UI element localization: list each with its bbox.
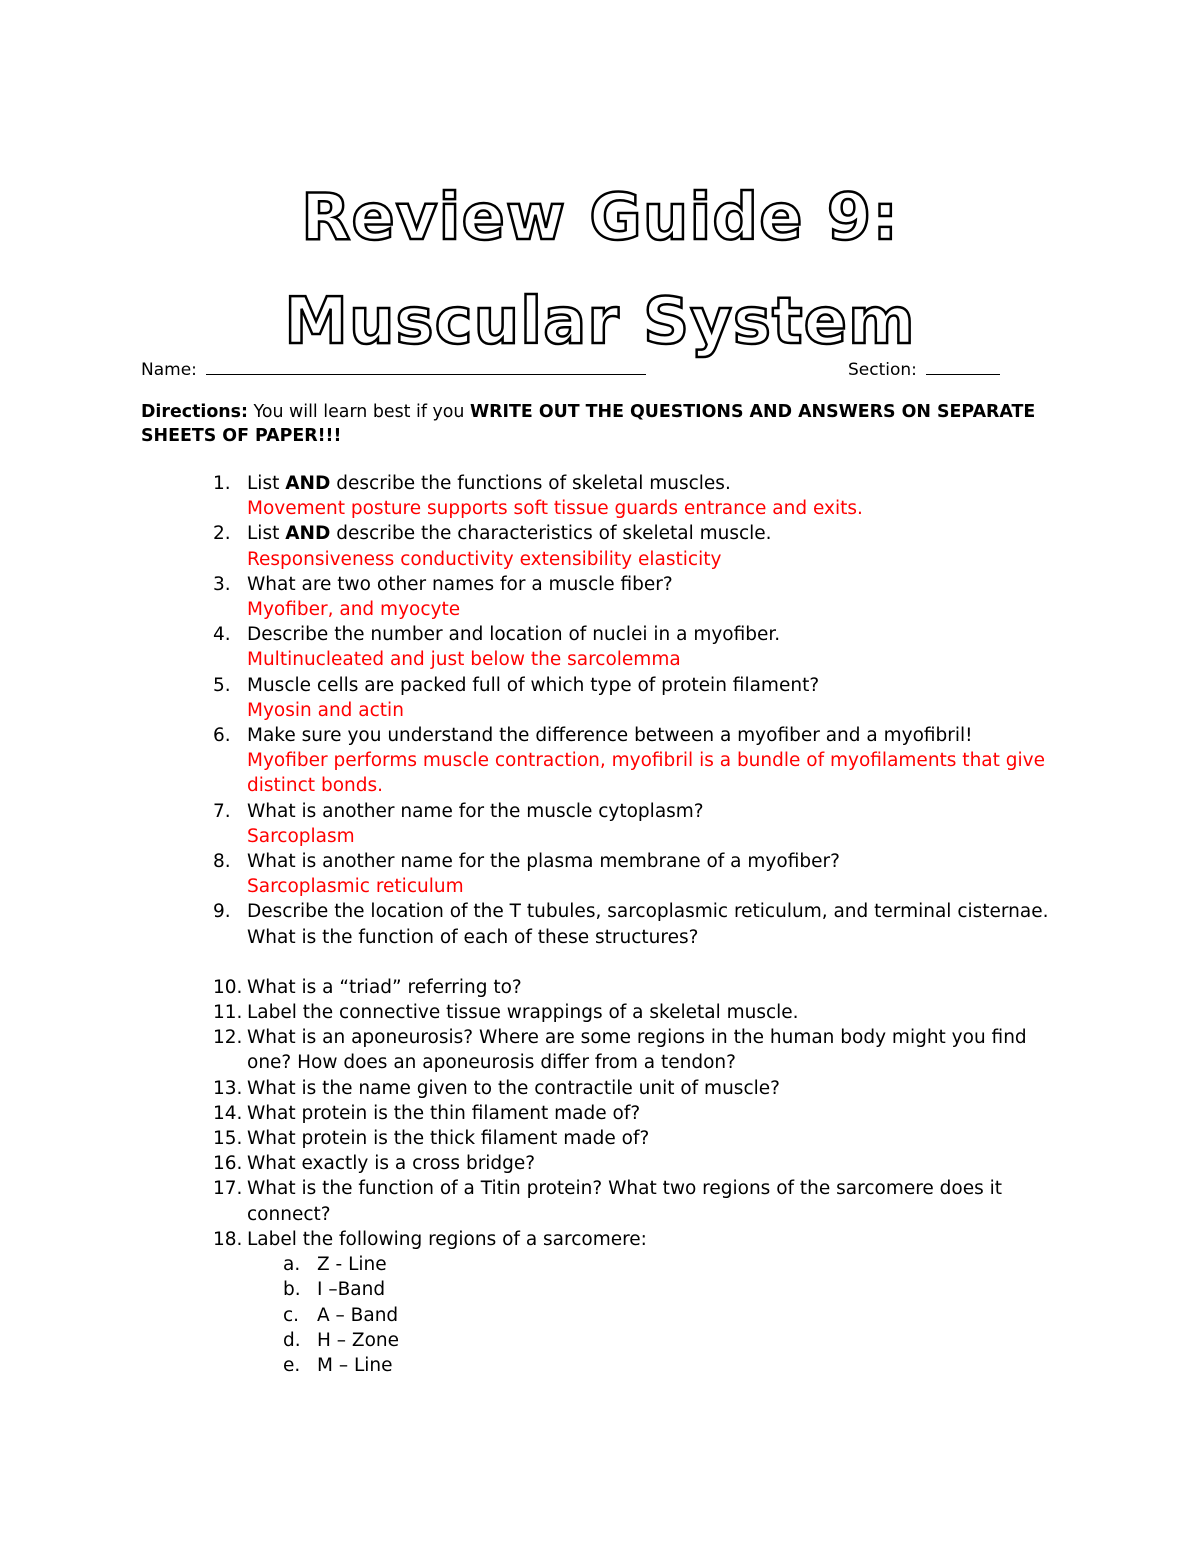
question-item [141, 622, 1071, 672]
question-item [141, 723, 1071, 799]
answer-text: Responsiveness conductivity extensibility elasticity [247, 548, 722, 570]
question-text: Label the connective tissue wrappings of a skeletal muscle. [247, 1002, 799, 1024]
question-item [141, 799, 1071, 849]
question-item [141, 673, 1071, 723]
answer-text: Myofiber performs muscle contraction, myofibril is a bundle of myofilaments that give distinct bonds. [247, 750, 1045, 797]
question-bold: AND [285, 523, 331, 545]
section-field-row [848, 356, 1000, 382]
question-text: Make sure you understand the difference between a myofiber and a myofibril! [247, 725, 973, 747]
sub-item-label: d. [283, 1329, 301, 1351]
question-number: 17. [213, 1178, 243, 1200]
sub-item-text: I –Band [317, 1279, 386, 1301]
question-text: What protein is the thin filament made of? [247, 1102, 641, 1124]
question-bold: AND [285, 473, 331, 494]
sub-item [141, 1252, 1071, 1277]
question-text: List [247, 523, 286, 545]
sub-item-label: a. [283, 1254, 301, 1276]
directions-label: Directions: [141, 402, 248, 422]
question-number: 3. [213, 573, 231, 595]
directions-emphasis: WRITE OUT THE QUESTIONS AND ANSWERS ON SEPARATE SHEETS OF PAPER!!! [141, 402, 1036, 446]
question-number: 4. [213, 624, 231, 646]
question-number: 14. [213, 1102, 243, 1124]
question-text: What exactly is a cross bridge? [247, 1153, 536, 1175]
question-item [141, 1227, 1071, 1252]
question-list [141, 471, 1071, 1378]
directions-text: You will learn best if you [253, 402, 465, 422]
sub-item-text: H – Zone [317, 1329, 400, 1351]
sub-item [141, 1353, 1071, 1378]
sub-item-label: e. [283, 1354, 301, 1376]
question-number: 9. [213, 901, 231, 923]
question-number: 2. [213, 523, 231, 545]
name-blank-line[interactable] [206, 356, 646, 375]
question-number: 1. [213, 473, 231, 494]
question-text: What is the function of a Titin protein? What two regions of the sarcomere does it connect? [247, 1178, 1003, 1225]
question-item [141, 1101, 1071, 1126]
blank-line [141, 950, 1071, 975]
sub-item [141, 1328, 1071, 1353]
question-text: describe the functions of skeletal muscles. [330, 473, 731, 494]
sub-item [141, 1277, 1071, 1302]
question-item [141, 471, 1071, 521]
question-item [141, 1000, 1071, 1025]
question-text: What are two other names for a muscle fiber? [247, 573, 673, 595]
question-item [141, 1076, 1071, 1101]
section-label: Section: [848, 360, 917, 380]
question-number: 15. [213, 1128, 243, 1150]
question-text: Describe the number and location of nuclei in a myofiber. [247, 624, 781, 646]
section-blank-line[interactable] [926, 356, 1000, 375]
title-line-1: Review Guide 9: [301, 181, 899, 255]
question-item [141, 975, 1071, 1000]
directions-paragraph [141, 400, 1061, 448]
question-text: What is another name for the muscle cytoplasm? [247, 800, 704, 822]
question-text: What is a “triad” referring to? [247, 976, 522, 998]
question-number: 12. [213, 1027, 243, 1049]
sub-item-text: M – Line [317, 1354, 393, 1376]
question-item [141, 572, 1071, 622]
sub-item-text: A – Band [317, 1304, 399, 1326]
sub-item-label: b. [283, 1279, 301, 1301]
question-item [141, 1025, 1071, 1075]
question-number: 10. [213, 976, 243, 998]
question-item [141, 849, 1071, 899]
question-number: 11. [213, 1002, 243, 1024]
question-number: 7. [213, 800, 231, 822]
question-item [141, 521, 1071, 571]
name-label: Name: [141, 360, 197, 380]
sub-item-label: c. [283, 1304, 300, 1326]
sub-item [141, 1303, 1071, 1328]
question-text: What protein is the thick filament made of? [247, 1128, 650, 1150]
answer-text: Sarcoplasm [247, 825, 355, 847]
question-text: describe the characteristics of skeletal muscle. [330, 523, 772, 545]
question-text: Describe the location of the T tubules, sarcoplasmic reticulum, and terminal cisternae. What is the function of each of these structures? [247, 901, 1049, 948]
question-number: 16. [213, 1153, 243, 1175]
question-item [141, 899, 1071, 949]
answer-text: Multinucleated and just below the sarcolemma [247, 649, 681, 671]
answer-text: Myosin and actin [247, 699, 404, 721]
name-field-row [141, 356, 646, 382]
question-text: What is an aponeurosis? Where are some regions in the human body might you find one? How does an aponeurosis differ from a tendon? [247, 1027, 1027, 1074]
sub-item-text: Z - Line [317, 1254, 387, 1276]
question-item [141, 1126, 1071, 1151]
question-text: What is another name for the plasma membrane of a myofiber? [247, 851, 840, 873]
question-item [141, 1151, 1071, 1176]
question-text: List [247, 473, 286, 494]
question-number: 5. [213, 674, 231, 696]
answer-text: Sarcoplasmic reticulum [247, 876, 464, 898]
answer-text: Movement posture supports soft tissue guards entrance and exits. [247, 498, 863, 520]
question-item [141, 1176, 1071, 1226]
question-text: Label the following regions of a sarcomere: [247, 1228, 647, 1250]
question-number: 8. [213, 851, 231, 873]
question-number: 6. [213, 725, 231, 747]
question-number: 13. [213, 1077, 243, 1099]
question-number: 18. [213, 1228, 243, 1250]
question-text: What is the name given to the contractile unit of muscle? [247, 1077, 780, 1099]
title-line-2: Muscular System [284, 285, 916, 359]
answer-text: Myofiber, and myocyte [247, 599, 461, 621]
question-text: Muscle cells are packed full of which type of protein filament? [247, 674, 820, 696]
